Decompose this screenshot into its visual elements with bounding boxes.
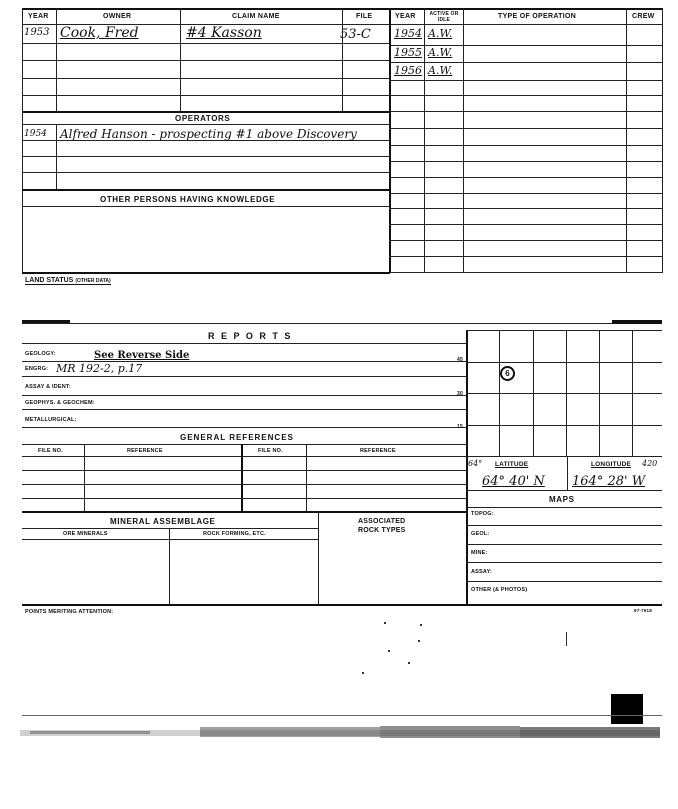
operator-year: 1954 (24, 129, 47, 139)
claim-name: #4 Kasson (186, 25, 262, 41)
maps-title: MAPS (549, 495, 575, 504)
activity-header-year: YEAR (395, 13, 416, 20)
claim-year: 1953 (24, 27, 50, 38)
claim-owner: Cook, Fred (60, 25, 139, 41)
lat-prefix: 64° (468, 459, 483, 468)
land-status-label (25, 277, 111, 285)
margin-number-15: 15 (457, 424, 463, 430)
lon-suffix: 420 (642, 459, 658, 468)
reports-title: R E P O R T S (208, 331, 293, 341)
activity-year-1: 1954 (394, 27, 422, 40)
activity-status-1: A.W. (428, 27, 453, 40)
associated-rock-types-line2: ROCK TYPES (358, 527, 406, 534)
maps-assay-label: ASSAY: (471, 569, 493, 575)
associated-rock-types-line1: ASSOCIATED (358, 518, 406, 525)
col-header-year: YEAR (28, 13, 49, 20)
activity-year-3: 1956 (394, 64, 422, 77)
activity-header-type-of-operation: TYPE OF OPERATION (498, 13, 577, 20)
geophys-label: GEOPHYS. & GEOCHEM: (25, 400, 95, 406)
activity-year-2: 1955 (394, 46, 422, 59)
latitude-value: 64° 40' N (482, 474, 545, 489)
ref-header-file-no-1: FILE NO. (38, 448, 63, 454)
maps-mine-label: MINE: (471, 550, 488, 556)
margin-number-45: 45 (457, 357, 463, 363)
activity-header-active-or-idle: ACTIVE OR IDLE (429, 11, 459, 23)
engrg-label: ENGRG: (25, 366, 49, 372)
col-header-claim-name: CLAIM NAME (232, 13, 280, 20)
grid-location-marker (500, 366, 515, 381)
rock-forming-header: ROCK FORMING, ETC. (203, 531, 266, 537)
latitude-label: LATITUDE (495, 461, 529, 468)
land-status-sub: (OTHER DATA) (75, 278, 111, 284)
scan-noise-band (0, 718, 678, 748)
margin-number-30: 30 (457, 391, 463, 397)
maps-other-label: OTHER (& PHOTOS) (471, 587, 528, 593)
metallurgical-label: METALLURGICAL: (25, 417, 77, 423)
grid-marker-label: 6 (505, 369, 510, 378)
longitude-value: 164° 28' W (572, 474, 646, 489)
operators-title: OPERATORS (175, 114, 231, 123)
claim-file: 53-C (340, 27, 371, 42)
engrg-value: MR 192-2, p.17 (56, 362, 143, 375)
ref-header-file-no-2: FILE NO. (258, 448, 283, 454)
geology-label: GEOLOGY: (25, 351, 56, 357)
form-number: 97-7918 (634, 608, 652, 613)
other-persons-title: OTHER PERSONS HAVING KNOWLEDGE (100, 195, 276, 204)
maps-geol-label: GEOL: (471, 531, 490, 537)
geology-value: See Reverse Side (94, 350, 190, 361)
col-header-file: FILE (356, 13, 373, 20)
ref-header-reference-2: REFERENCE (360, 448, 396, 454)
general-references-title: GENERAL REFERENCES (180, 433, 294, 442)
longitude-label: LONGITUDE (591, 461, 632, 468)
activity-status-2: A.W. (428, 46, 453, 59)
ore-minerals-header: ORE MINERALS (63, 531, 108, 537)
points-meriting-attention-label: POINTS MERITING ATTENTION: (25, 609, 114, 615)
ref-header-reference-1: REFERENCE (127, 448, 163, 454)
mineral-assemblage-title: MINERAL ASSEMBLAGE (110, 517, 216, 526)
activity-status-3: A.W. (428, 64, 453, 77)
maps-topog-label: TOPOG: (471, 511, 494, 517)
assay-label: ASSAY & IDENT: (25, 384, 71, 390)
activity-header-crew: CREW (632, 13, 655, 20)
operator-entry: Alfred Hanson - prospecting #1 above Discovery (60, 127, 357, 141)
col-header-owner: OWNER (103, 13, 132, 20)
land-status-title: LAND STATUS (25, 277, 74, 284)
